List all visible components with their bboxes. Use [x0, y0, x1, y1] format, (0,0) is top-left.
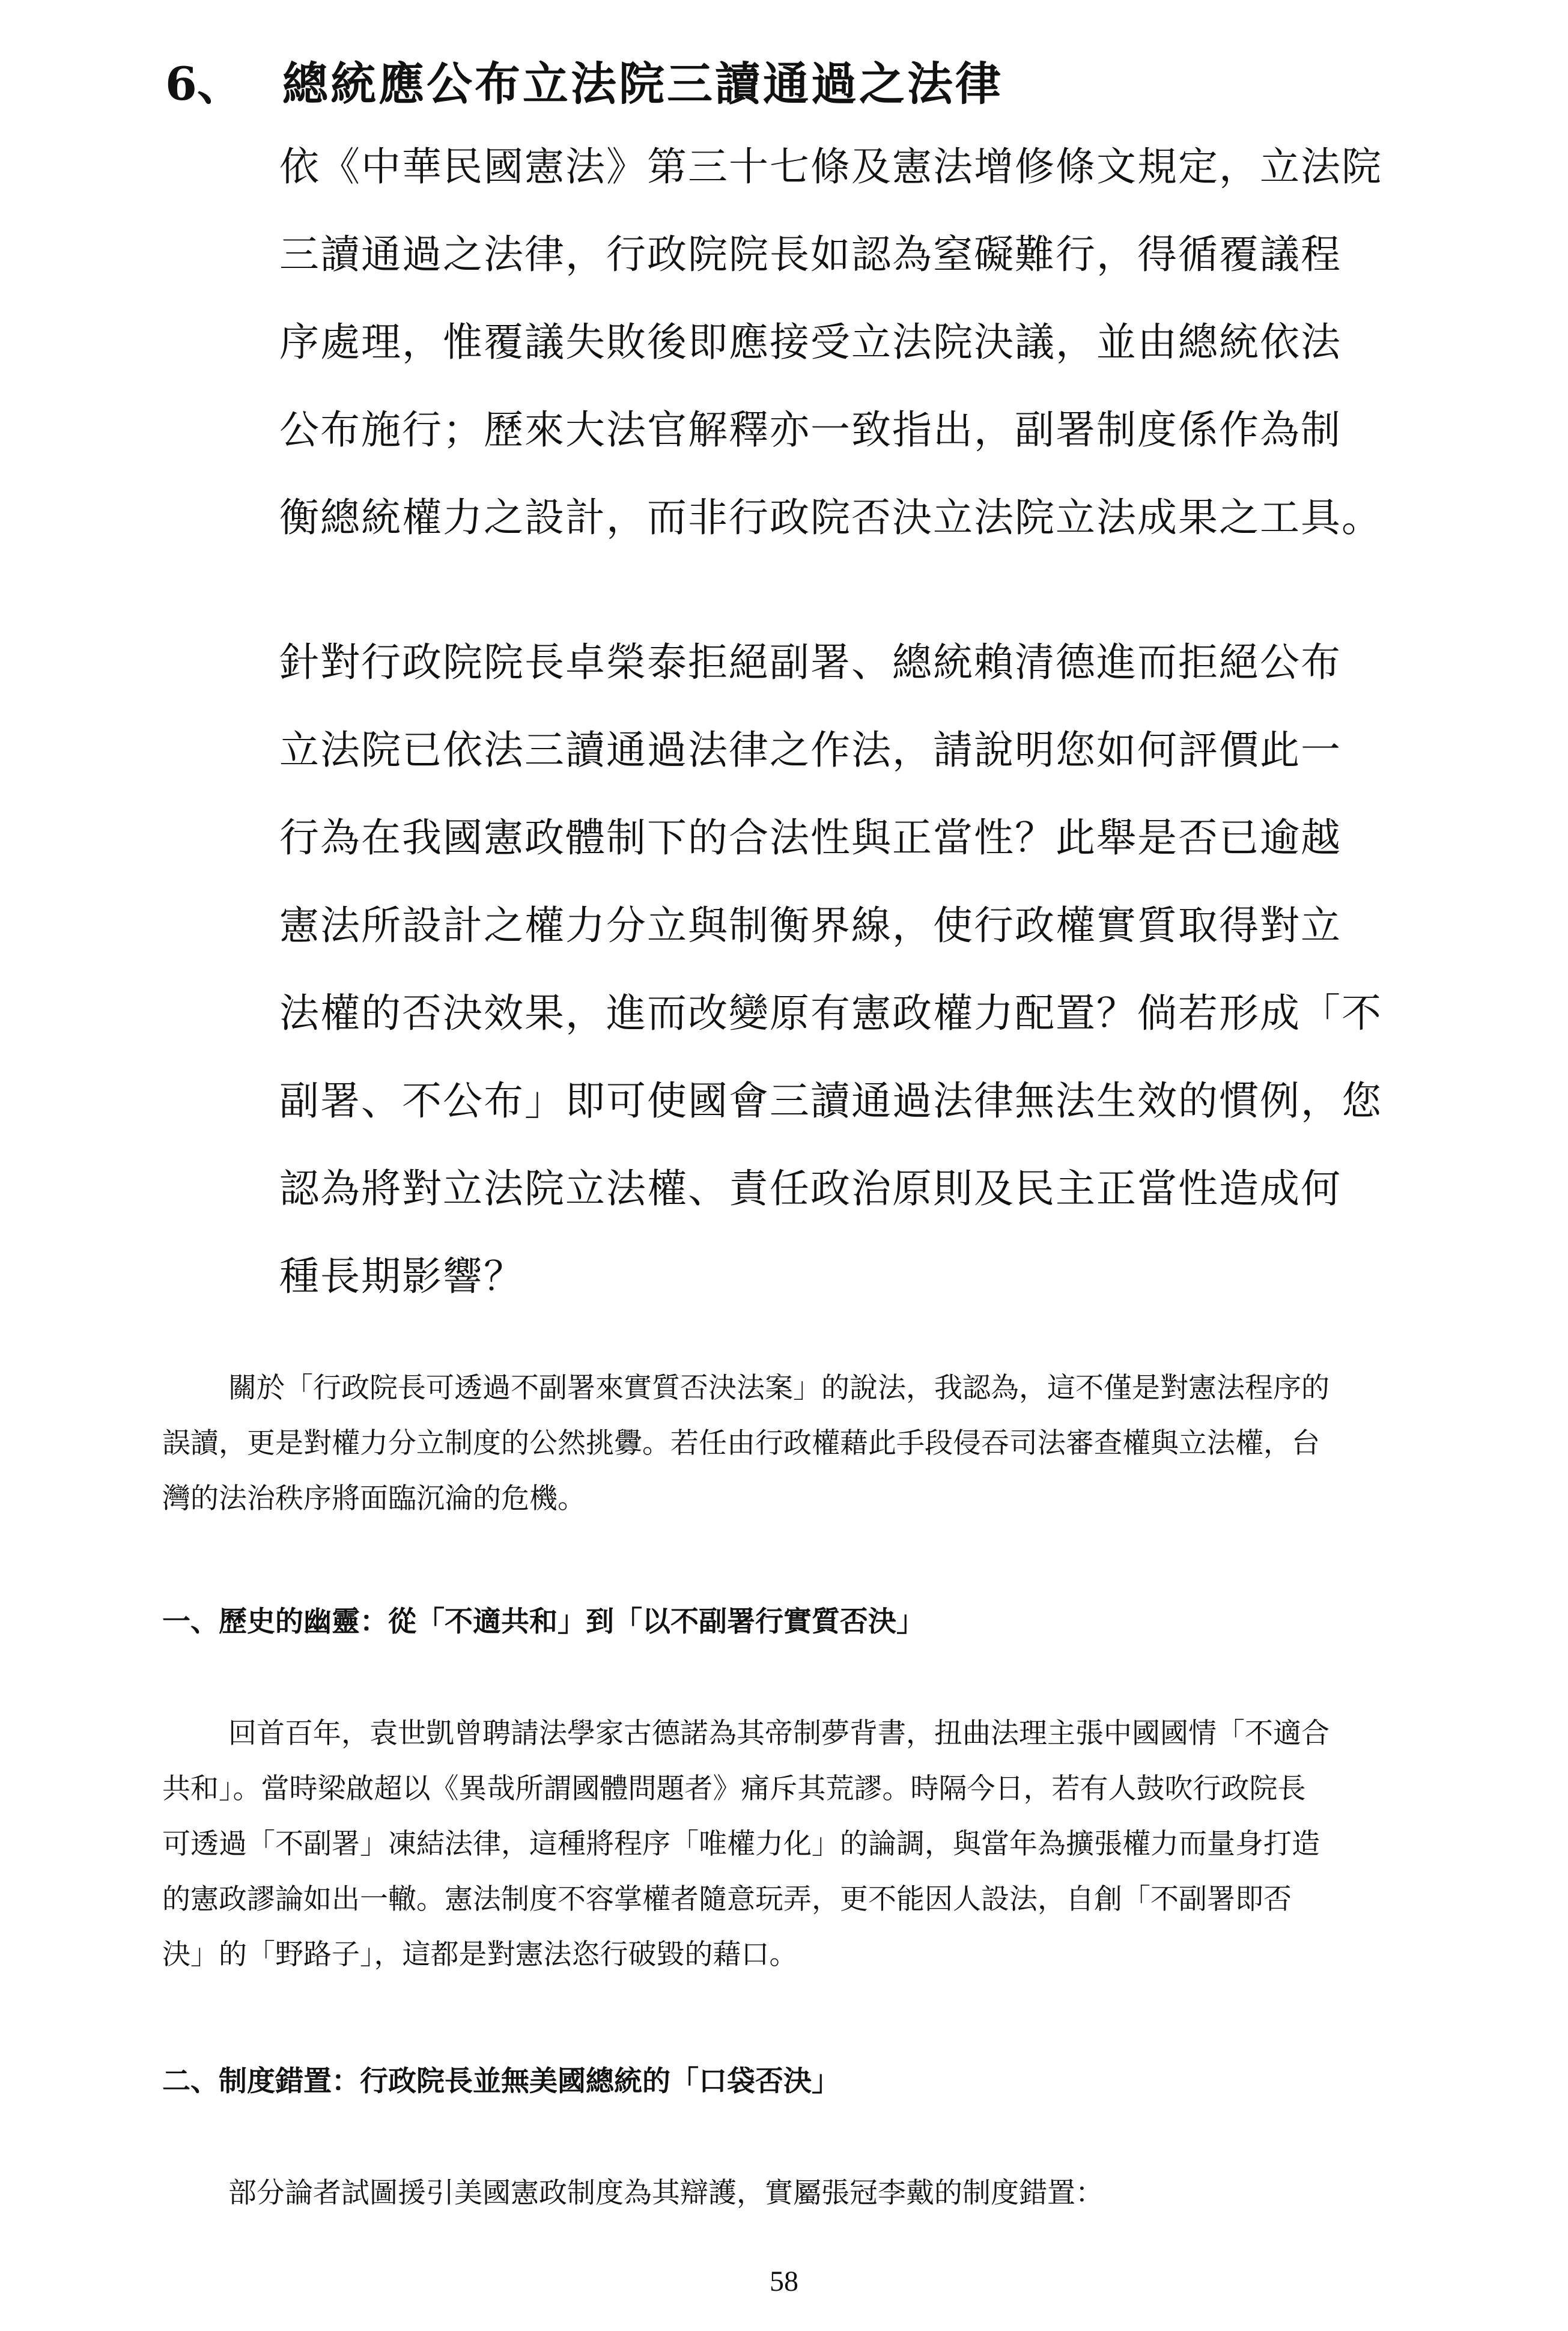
- text-line: 三讀通過之法律，行政院院長如認為窒礙難行，得循覆議程: [279, 231, 1342, 278]
- text-line: 回首百年，袁世凱曾聘請法學家古德諾為其帝制夢背書，扭曲法理主張中國國情「不適合: [228, 1717, 1329, 1750]
- text-line: 認為將對立法院立法權、責任政治原則及民主正當性造成何: [279, 1166, 1342, 1212]
- text-line: 序處理，惟覆議失敗後即應接受立法院決議，並由總統依法: [279, 319, 1342, 365]
- text-line: 法權的否決效果，進而改變原有憲政權力配置？倘若形成「不: [279, 990, 1382, 1036]
- text-line: 立法院已依法三讀通過法律之作法，請說明您如何評價此一: [279, 727, 1342, 773]
- text-line: 決」的「野路子」，這都是對憲法恣行破毀的藉口。: [162, 1938, 798, 1971]
- section-heading-1: 一、歷史的幽靈：從「不適共和」到「以不副署行實質否決」: [162, 1605, 925, 1638]
- text-line: 種長期影響？: [279, 1253, 524, 1299]
- answer-paragraph-2: [162, 1706, 1454, 1983]
- text-line: 依《中華民國憲法》第三十七條及憲法增修條文規定，立法院: [279, 144, 1382, 190]
- question-paragraph-1: [279, 123, 1475, 562]
- question-paragraph-2: [279, 619, 1475, 1320]
- page-number: 58: [770, 2266, 798, 2297]
- text-line: 憲法所設計之權力分立與制衡界線，使行政權實質取得對立: [279, 902, 1342, 949]
- text-line: 的憲政謬論如出一轍。憲法制度不容掌權者隨意玩弄，更不能因人設法，自創「不副署即否: [162, 1883, 1292, 1916]
- question-heading: [165, 51, 1517, 117]
- section-heading-2: 二、制度錯置：行政院長並無美國總統的「口袋否決」: [162, 2065, 840, 2098]
- answer-paragraph-3: [162, 2166, 1454, 2221]
- question-number: 6、: [165, 57, 243, 111]
- text-line: 公布施行；歷來大法官解釋亦一致指出，副署制度係作為制: [279, 407, 1342, 453]
- text-line: 行為在我國憲政體制下的合法性與正當性？此舉是否已逾越: [279, 815, 1342, 861]
- text-line: 誤讀，更是對權力分立制度的公然挑釁。若任由行政權藉此手段侵吞司法審查權與立法權，台: [162, 1427, 1320, 1460]
- text-line: 可透過「不副署」凍結法律，這種將程序「唯權力化」的論調，與當年為擴張權力而量身打造: [162, 1828, 1320, 1861]
- text-line: 針對行政院院長卓榮泰拒絕副署、總統賴清德進而拒絕公布: [279, 639, 1342, 685]
- text-line: 副署、不公布」即可使國會三讀通過法律無法生效的慣例，您: [279, 1078, 1382, 1124]
- question-title: 總統應公布立法院三讀通過之法律: [282, 57, 1003, 111]
- text-line: 灣的法治秩序將面臨沉淪的危機。: [162, 1482, 586, 1515]
- text-line: 共和」。當時梁啟超以《異哉所謂國體問題者》痛斥其荒謬。時隔今日，若有人鼓吹行政院長: [162, 1772, 1306, 1805]
- text-line: 部分論者試圖援引美國憲政制度為其辯護，實屬張冠李戴的制度錯置：: [228, 2177, 1104, 2210]
- answer-paragraph-1: [162, 1361, 1454, 1527]
- text-line: 關於「行政院長可透過不副署來實質否決法案」的說法，我認為，這不僅是對憲法程序的: [228, 1372, 1329, 1405]
- text-line: 衡總統權力之設計，而非行政院否決立法院立法成果之工具。: [279, 494, 1382, 541]
